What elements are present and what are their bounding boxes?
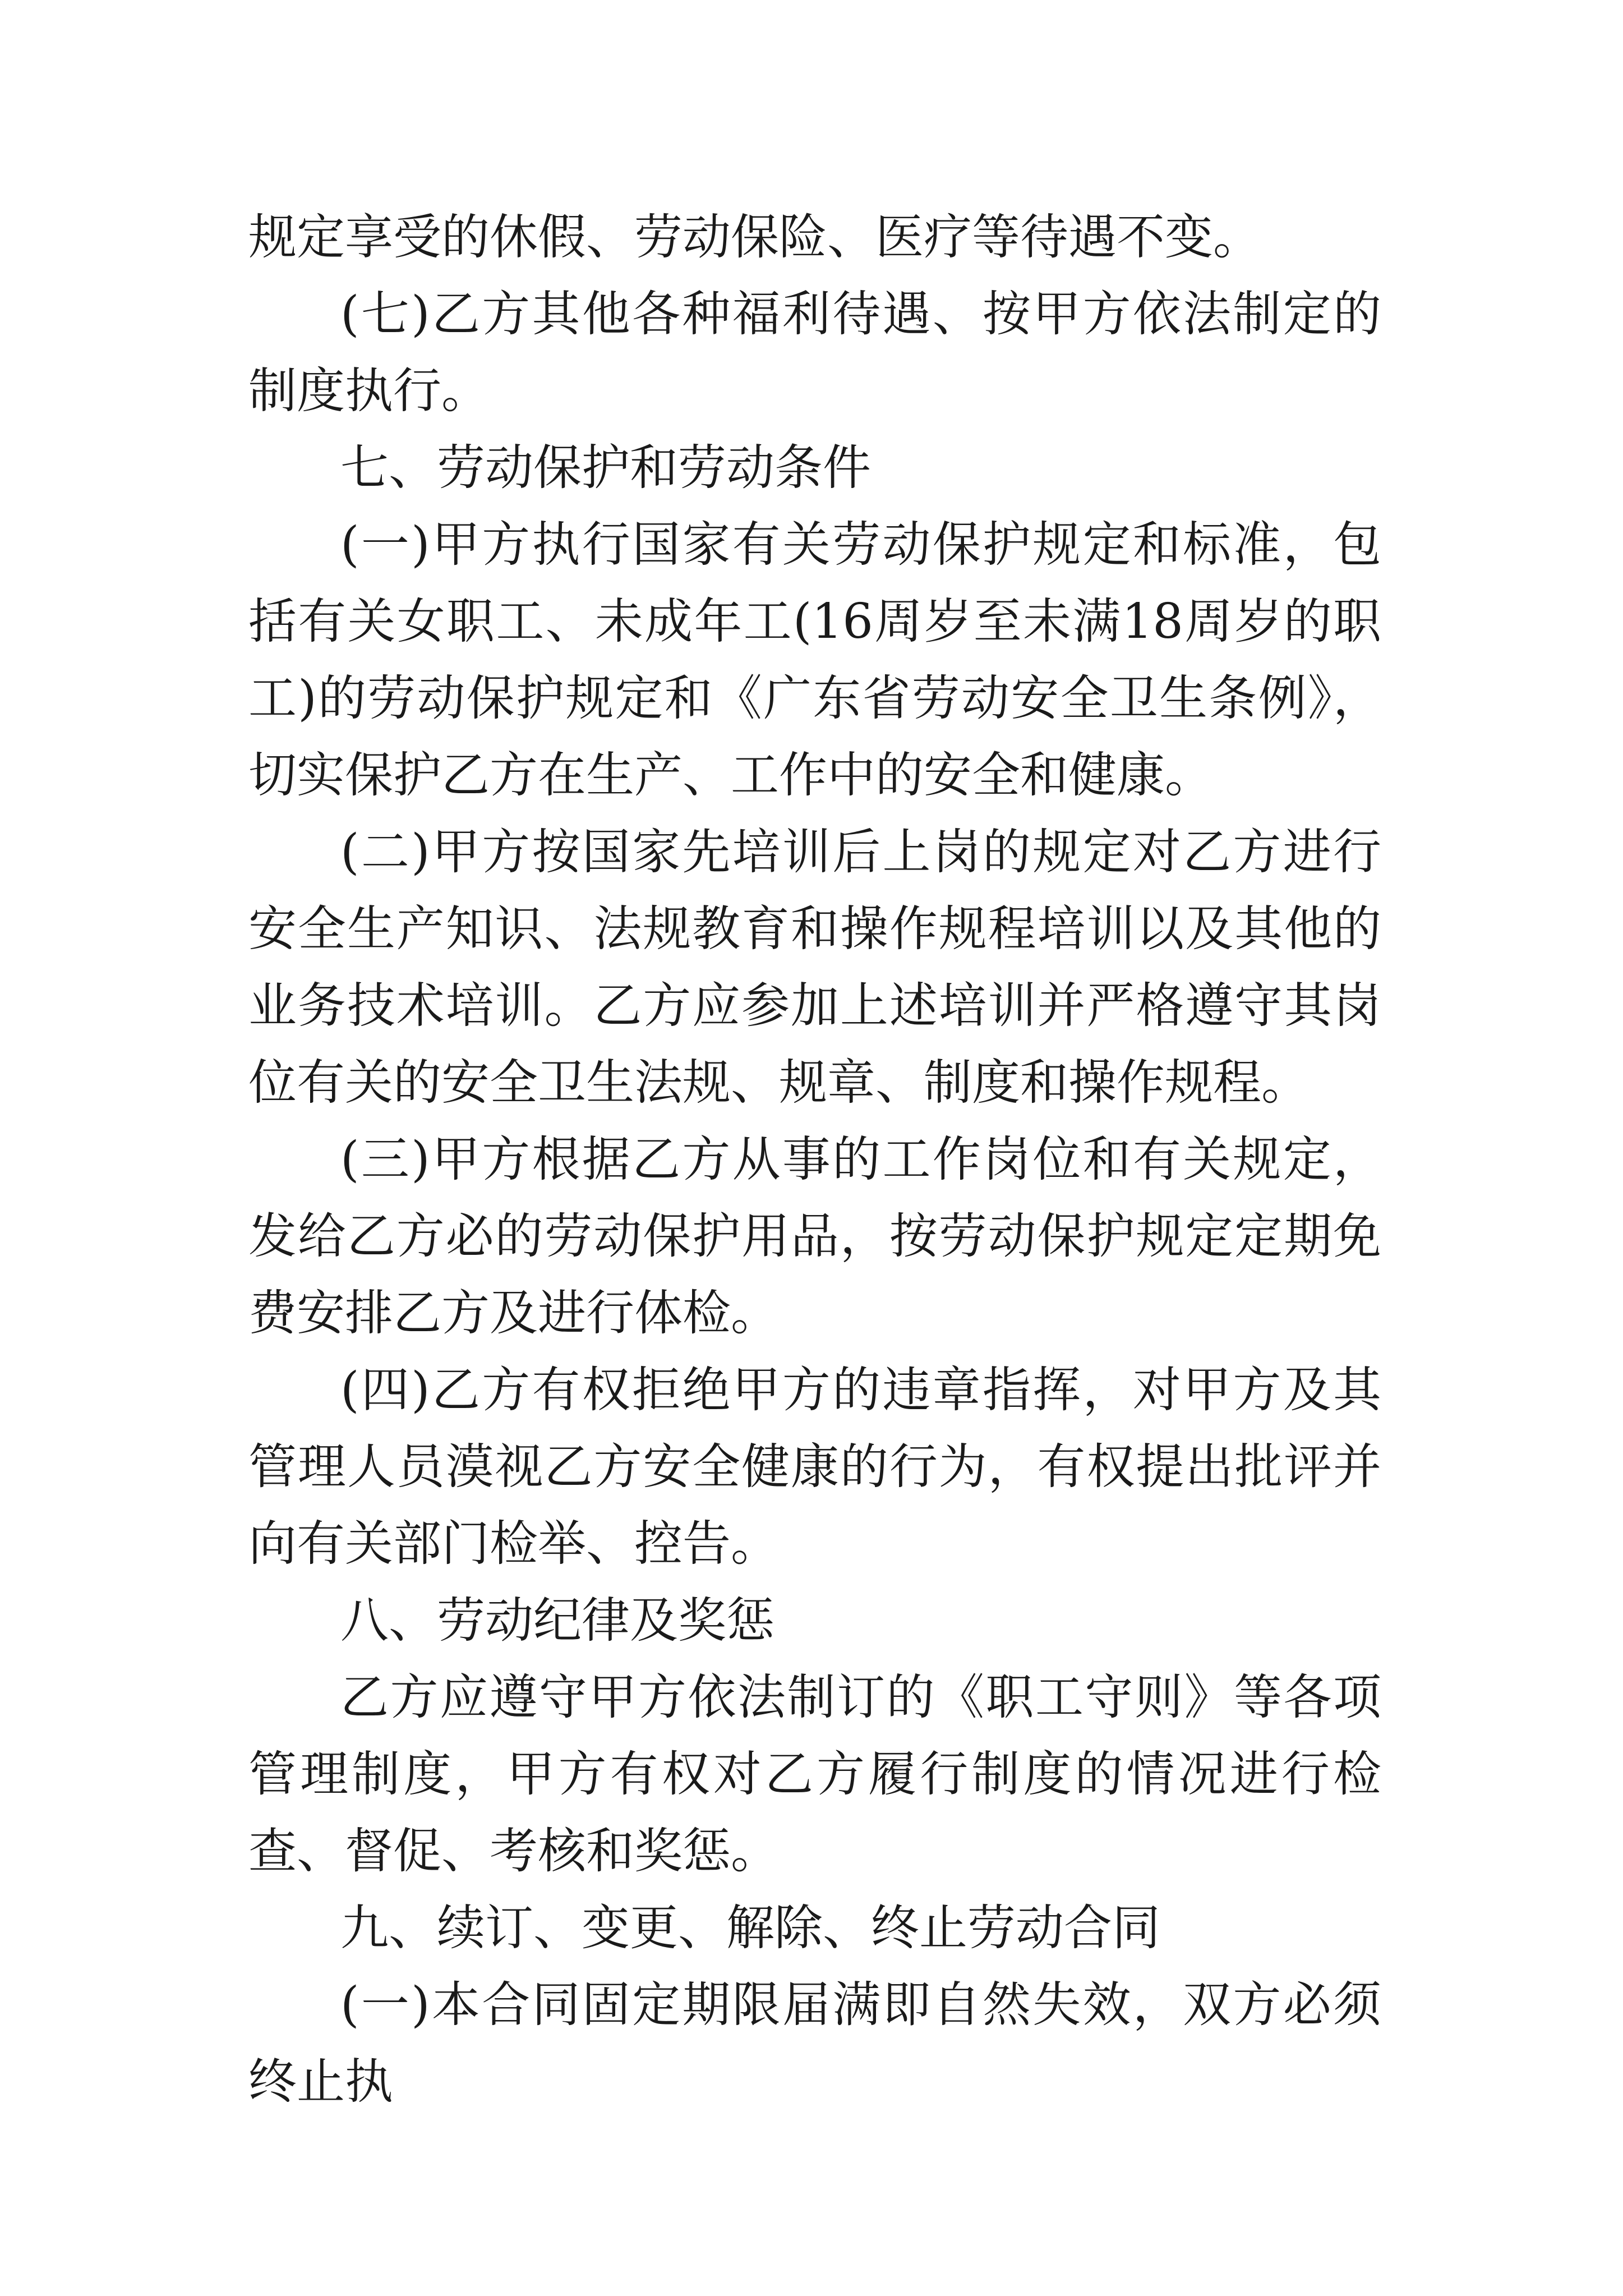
paragraph-clause-7: (七)乙方其他各种福利待遇、按甲方依法制定的制度执行。 (248, 286, 1381, 419)
paragraph-protection-1: (一)甲方执行国家有关劳动保护规定和标准，包括有关女职工、未成年工(16周岁至未满18周岁的职工)的劳动保护规定和《广东省劳动安全卫生条例》，切实保护乙方在生产、工作中的安全和健康。 (248, 517, 1381, 803)
section-heading-labor-protection: 七、劳动保护和劳动条件 (340, 440, 871, 496)
section-heading-contract-changes: 九、续订、变更、解除、终止劳动合同 (340, 1900, 1160, 1956)
paragraph-protection-4: (四)乙方有权拒绝甲方的违章指挥，对甲方及其管理人员漠视乙方安全健康的行为，有权提出批评并向有关部门检举、控告。 (248, 1362, 1381, 1572)
paragraph-contract-1: (一)本合同固定期限届满即自然失效，双方必须终止执 (248, 1977, 1381, 2110)
paragraph-protection-2: (二)甲方按国家先培训后上岗的规定对乙方进行安全生产知识、法规教育和操作规程培训以及其他的业务技术培训。乙方应参加上述培训并严格遵守其岗位有关的安全卫生法规、规章、制度和操作规程。 (248, 824, 1381, 1111)
paragraph-discipline: 乙方应遵守甲方依法制订的《职工守则》等各项管理制度，甲方有权对乙方履行制度的情况进行检查、督促、考核和奖惩。 (248, 1669, 1381, 1879)
paragraph-protection-3: (三)甲方根据乙方从事的工作岗位和有关规定，发给乙方必的劳动保护用品，按劳动保护规定定期免费安排乙方及进行体检。 (248, 1131, 1381, 1341)
document-body (248, 199, 1381, 2120)
paragraph-continuation: 规定享受的休假、劳动保险、医疗等待遇不变。 (248, 209, 1261, 265)
section-heading-discipline: 八、劳动纪律及奖惩 (340, 1593, 774, 1649)
